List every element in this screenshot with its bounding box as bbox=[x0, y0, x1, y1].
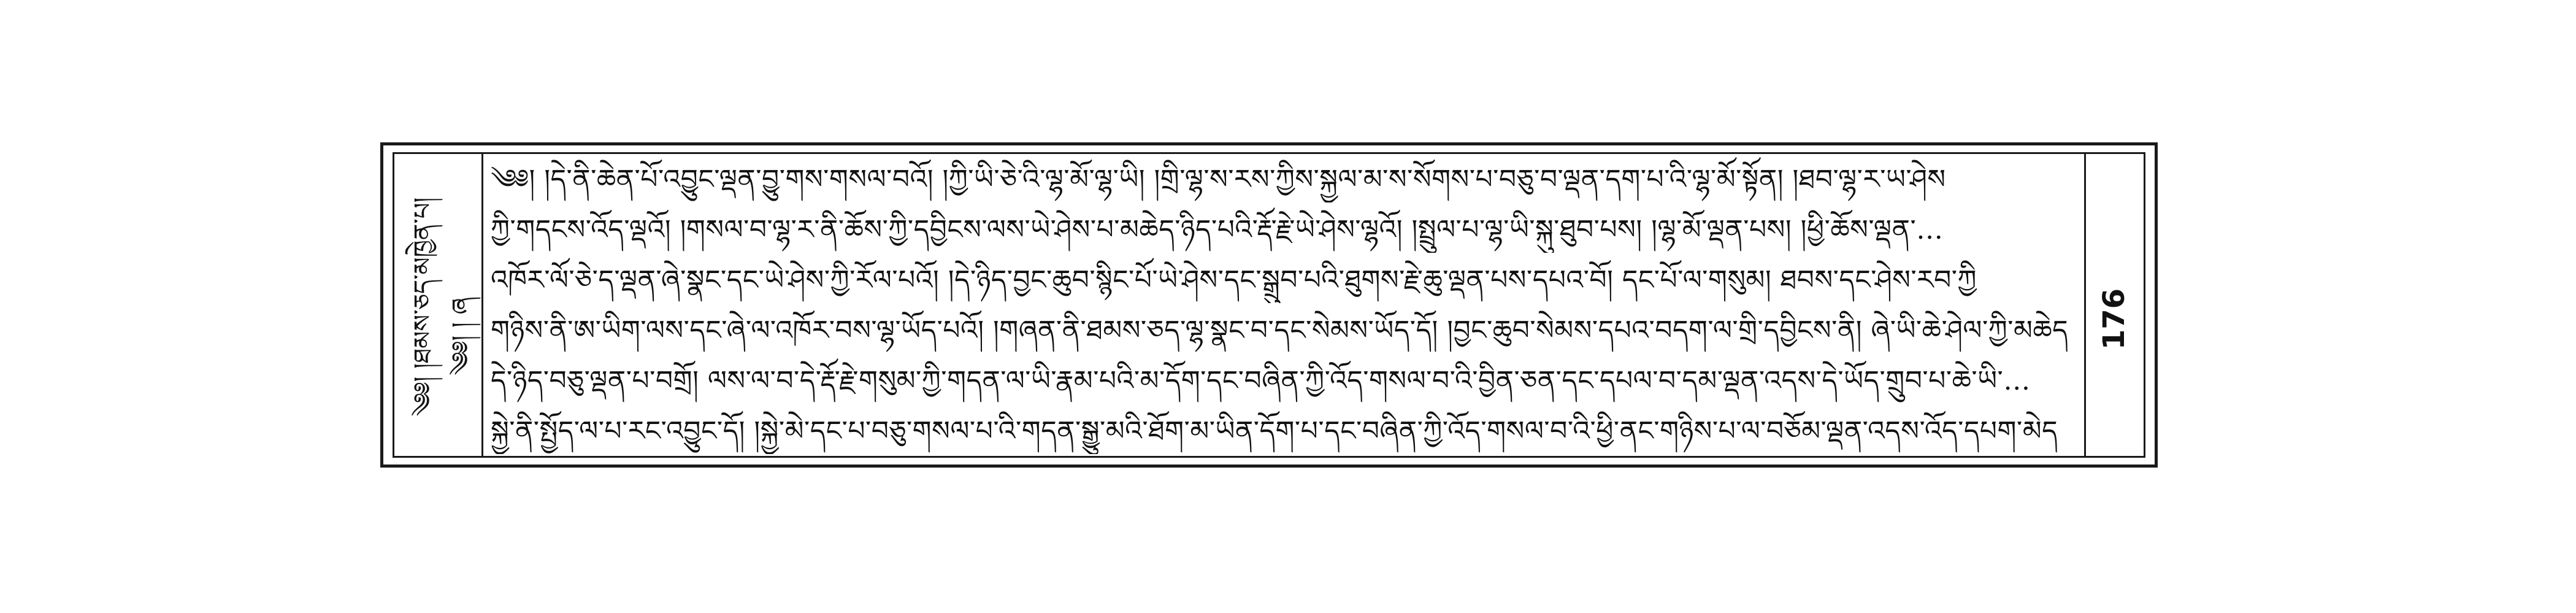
page-number: 176 bbox=[2097, 288, 2131, 350]
folio-title-label: ༄༅། །ཐམས་ཅད་མཁྱེན་པ། bbox=[409, 197, 437, 417]
text-line-1: ༄༅། །དེ་ནི་ཆེན་པོ་འབྱུང་ལྡན་བྱུ་གས་གསལ་བའོ། །ཀྱི་ཡི་ཅེ་འི་ལྷ་མོ་ལྷ་ཡི། །གྲི་ལྷ་ས་རས་ཀྱིས་སྐྱལ་མ་ས་སོགས་པ་བཅུ་བ་ལྡན་དག་པ་འི་ལྷ་མོ་སྟོན། །ཐབ་ལྷ་ར་ཡ་ཤེས bbox=[491, 164, 1946, 195]
tibetan-text-block bbox=[491, 157, 2079, 454]
folio-volume-label: ༄༅། ། ཞ bbox=[447, 297, 475, 376]
text-line-3: འཁོར་ལོ་ཅེ་ད་ལྡན་ཞེ་སྣང་དང་ཡེ་ཤེས་ཀྱི་རོལ་པའོ། །དེ་ཉིད་བྱང་ཆུབ་སྙིང་པོ་ཡེ་ཤེས་དང་སྒྲུབ་པའི་ཐུགས་རྗེ་ཆུ་ལྡན་པས་དཔའ་བོ། དང་པོ་ལ་གསུམ། ཐབས་དང་ཤེས་རབ་ཀྱི bbox=[491, 264, 1977, 296]
text-line-2: ཀྱི་གདངས་འོད་ལྡའོ། །གསལ་བ་ལྷ་ར་ནི་ཆོས་ཀྱི་དབྱིངས་ལས་ཡེ་ཤེས་པ་མཆེད་ཉིད་པའི་རྡོ་རྗེ་ཡེ་ཤེས་ལྷའོ། །སྤྲུལ་པ་ལྷ་ཡི་སྐུ་ཐུབ་པས། །ལྷ་མོ་ལྡན་པས། །ཕྱི་ཆོས་ལྡན་… bbox=[491, 214, 1944, 245]
text-line-6: སྐྱེ་ནི་སྤྱོད་ལ་པ་རང་འབྱུང་དོ། །སྐྱེ་མེ་དང་པ་བཅུ་གསལ་པ་འི་གདན་སྒྱུ་མའི་ཐོག་མ་ཡིན་དོག་པ་དང་བཞིན་ཀྱི་འོད་གསལ་བ་འི་ཕྱི་ནང་གཉིས་པ་ལ་བཅོམ་ལྡན་འདས་འོད་དཔག་མེད bbox=[491, 415, 2058, 447]
text-line-4: གཉིས་ནི་ཨ་ཡིག་ལས་དང་ཞེ་ལ་འཁོར་བས་ལྷ་ཡོད་པའོ། །གཞན་ནི་ཐམས་ཅད་ལྷ་སྣང་བ་དང་སེམས་ཡོད་དོ། །བྱང་ཆུབ་སེམས་དཔའ་བདག་ལ་གྲི་དབྱིངས་ནི། ཞེ་ཡི་ཆེ་ཤེལ་ཀྱི་མཆེད bbox=[491, 315, 2069, 346]
text-line-5: དེ་ཉིད་བཅུ་ལྡན་པ་བགྲོ། ལས་ལ་བ་དེ་རྡོ་རྗེ་གསུམ་ཀྱི་གདན་ལ་ཡི་རྣམ་པའི་མ་དོག་དང་བཞིན་ཀྱི་འོད་གསལ་བ་འི་བྱིན་ཅན་དང་དཔལ་བ་དམ་ལྡན་འདས་དེ་ཡོད་གྲུབ་པ་ཆེ་ཡི་… bbox=[491, 365, 2031, 396]
